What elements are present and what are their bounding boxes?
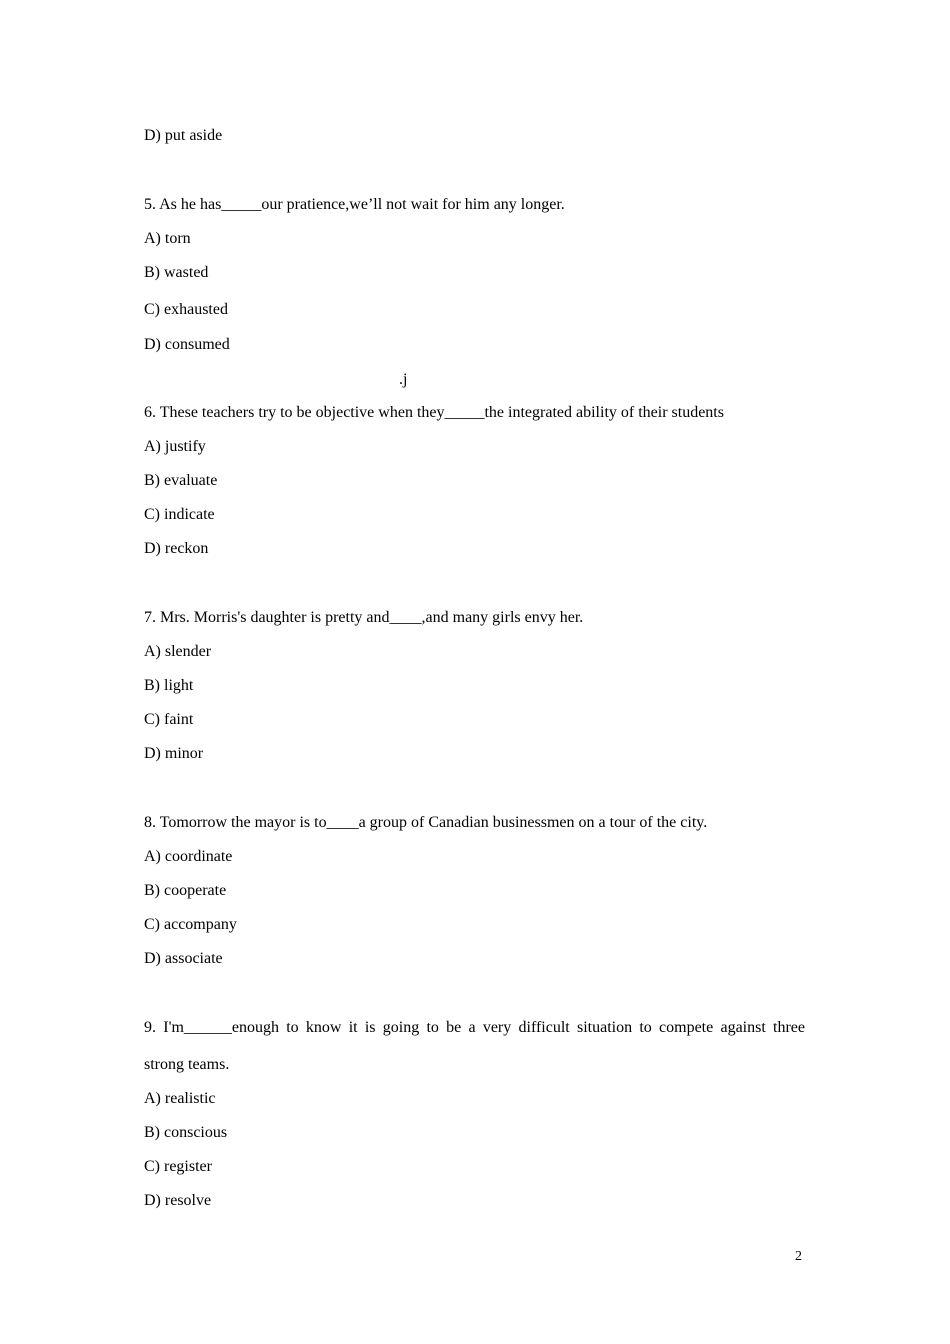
q6-stem: 6. These teachers try to be objective when they_____the integrated ability of their students [144,404,724,421]
q6-option-c: C) indicate [144,506,215,523]
q5-option-d: D) consumed [144,336,230,353]
q8-option-d: D) associate [144,950,223,967]
q6-option-d: D) reckon [144,540,209,557]
q5-option-a: A) torn [144,230,191,247]
q8-option-c: C) accompany [144,916,237,933]
q7-stem: 7. Mrs. Morris's daughter is pretty and____,and many girls envy her. [144,609,584,626]
q9-stem-line2: strong teams. [144,1056,230,1073]
stray-mark: .j [399,371,408,388]
q9-option-a: A) realistic [144,1090,216,1107]
q5-stem: 5. As he has_____our pratience,we’ll not wait for him any longer. [144,196,565,213]
q5-option-c: C) exhausted [144,301,228,318]
q7-option-d: D) minor [144,745,204,762]
q6-option-b: B) evaluate [144,472,218,489]
q7-option-a: A) slender [144,643,212,660]
q4-option-d: D) put aside [144,127,223,144]
q9-stem-line1: 9. I'm______enough to know it is going to be a very difficult situation to compete against three [144,1019,805,1036]
q8-stem: 8. Tomorrow the mayor is to____a group of Canadian businessmen on a tour of the city. [144,814,708,831]
q8-option-b: B) cooperate [144,882,227,899]
q6-option-a: A) justify [144,438,206,455]
q7-option-c: C) faint [144,711,194,728]
q8-option-a: A) coordinate [144,848,233,865]
page-number: 2 [795,1249,802,1264]
q5-option-b: B) wasted [144,264,209,281]
q7-option-b: B) light [144,677,194,694]
q9-option-d: D) resolve [144,1192,212,1209]
q9-option-b: B) conscious [144,1124,228,1141]
q9-option-c: C) register [144,1158,212,1175]
